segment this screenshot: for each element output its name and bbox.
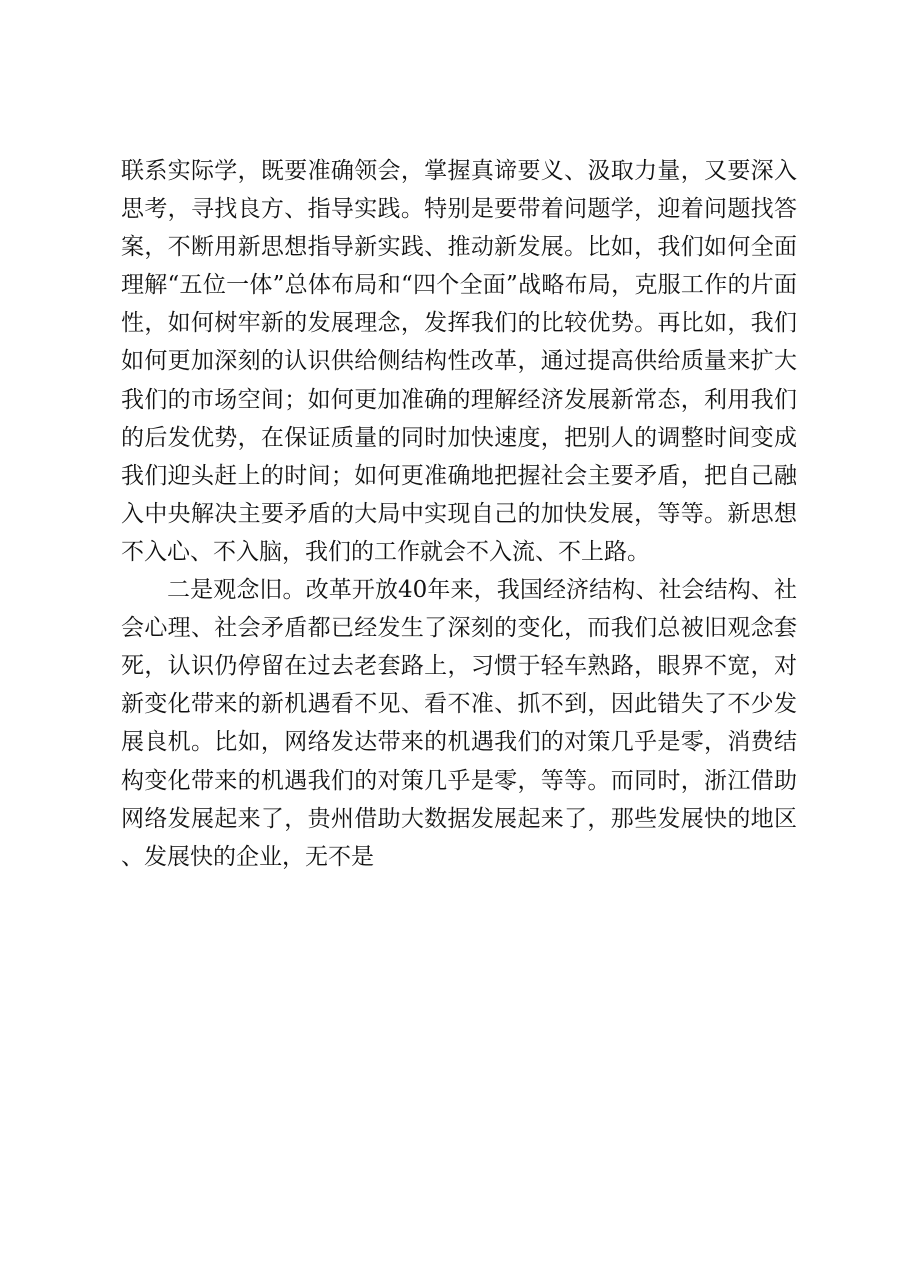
paragraph-continuation: 联系实际学，既要准确领会，掌握真谛要义、汲取力量，又要深入思考，寻找良方、指导实践。特别是要带着问题学，迎着问题找答案，不断用新思想指导新实践、推动新发展。比如，我们如何全面理解“五位一体”总体布局和“四个全面”战略布局，克服工作的片面性，如何树牢新的发展理念，发挥我们的比较优势。再比如，我们如何更加深刻的认识供给侧结构性改革，通过提高供给质量来扩大我们的市场空间；如何更加准确的理解经济发展新常态，利用我们的后发优势，在保证质量的同时加快速度，把别人的调整时间变成我们迎头赶上的时间；如何更准确地把握社会主要矛盾，把自己融入中央解决主要矛盾的大局中实现自己的加快发展，等等。新思想不入心、不入脑，我们的工作就会不入流、不上路。 bbox=[121, 158, 797, 565]
paragraph-outdated-concepts: 二是观念旧。改革开放40年来，我国经济结构、社会结构、社会心理、社会矛盾都已经发生了深刻的变化，而我们总被旧观念套死，认识仍停留在过去老套路上，习惯于轻车熟路，眼界不宽，对新变化带来的新机遇看不见、看不准、抓不到，因此错失了不少发展良机。比如，网络发达带来的机遇我们的对策几乎是零，消费结构变化带来的机遇我们的对策几乎是零，等等。而同时，浙江借助网络发展起来了，贵州借助大数据发展起来了，那些发展快的地区、发展快的企业，无不是 bbox=[121, 577, 797, 870]
document-body bbox=[121, 152, 797, 876]
